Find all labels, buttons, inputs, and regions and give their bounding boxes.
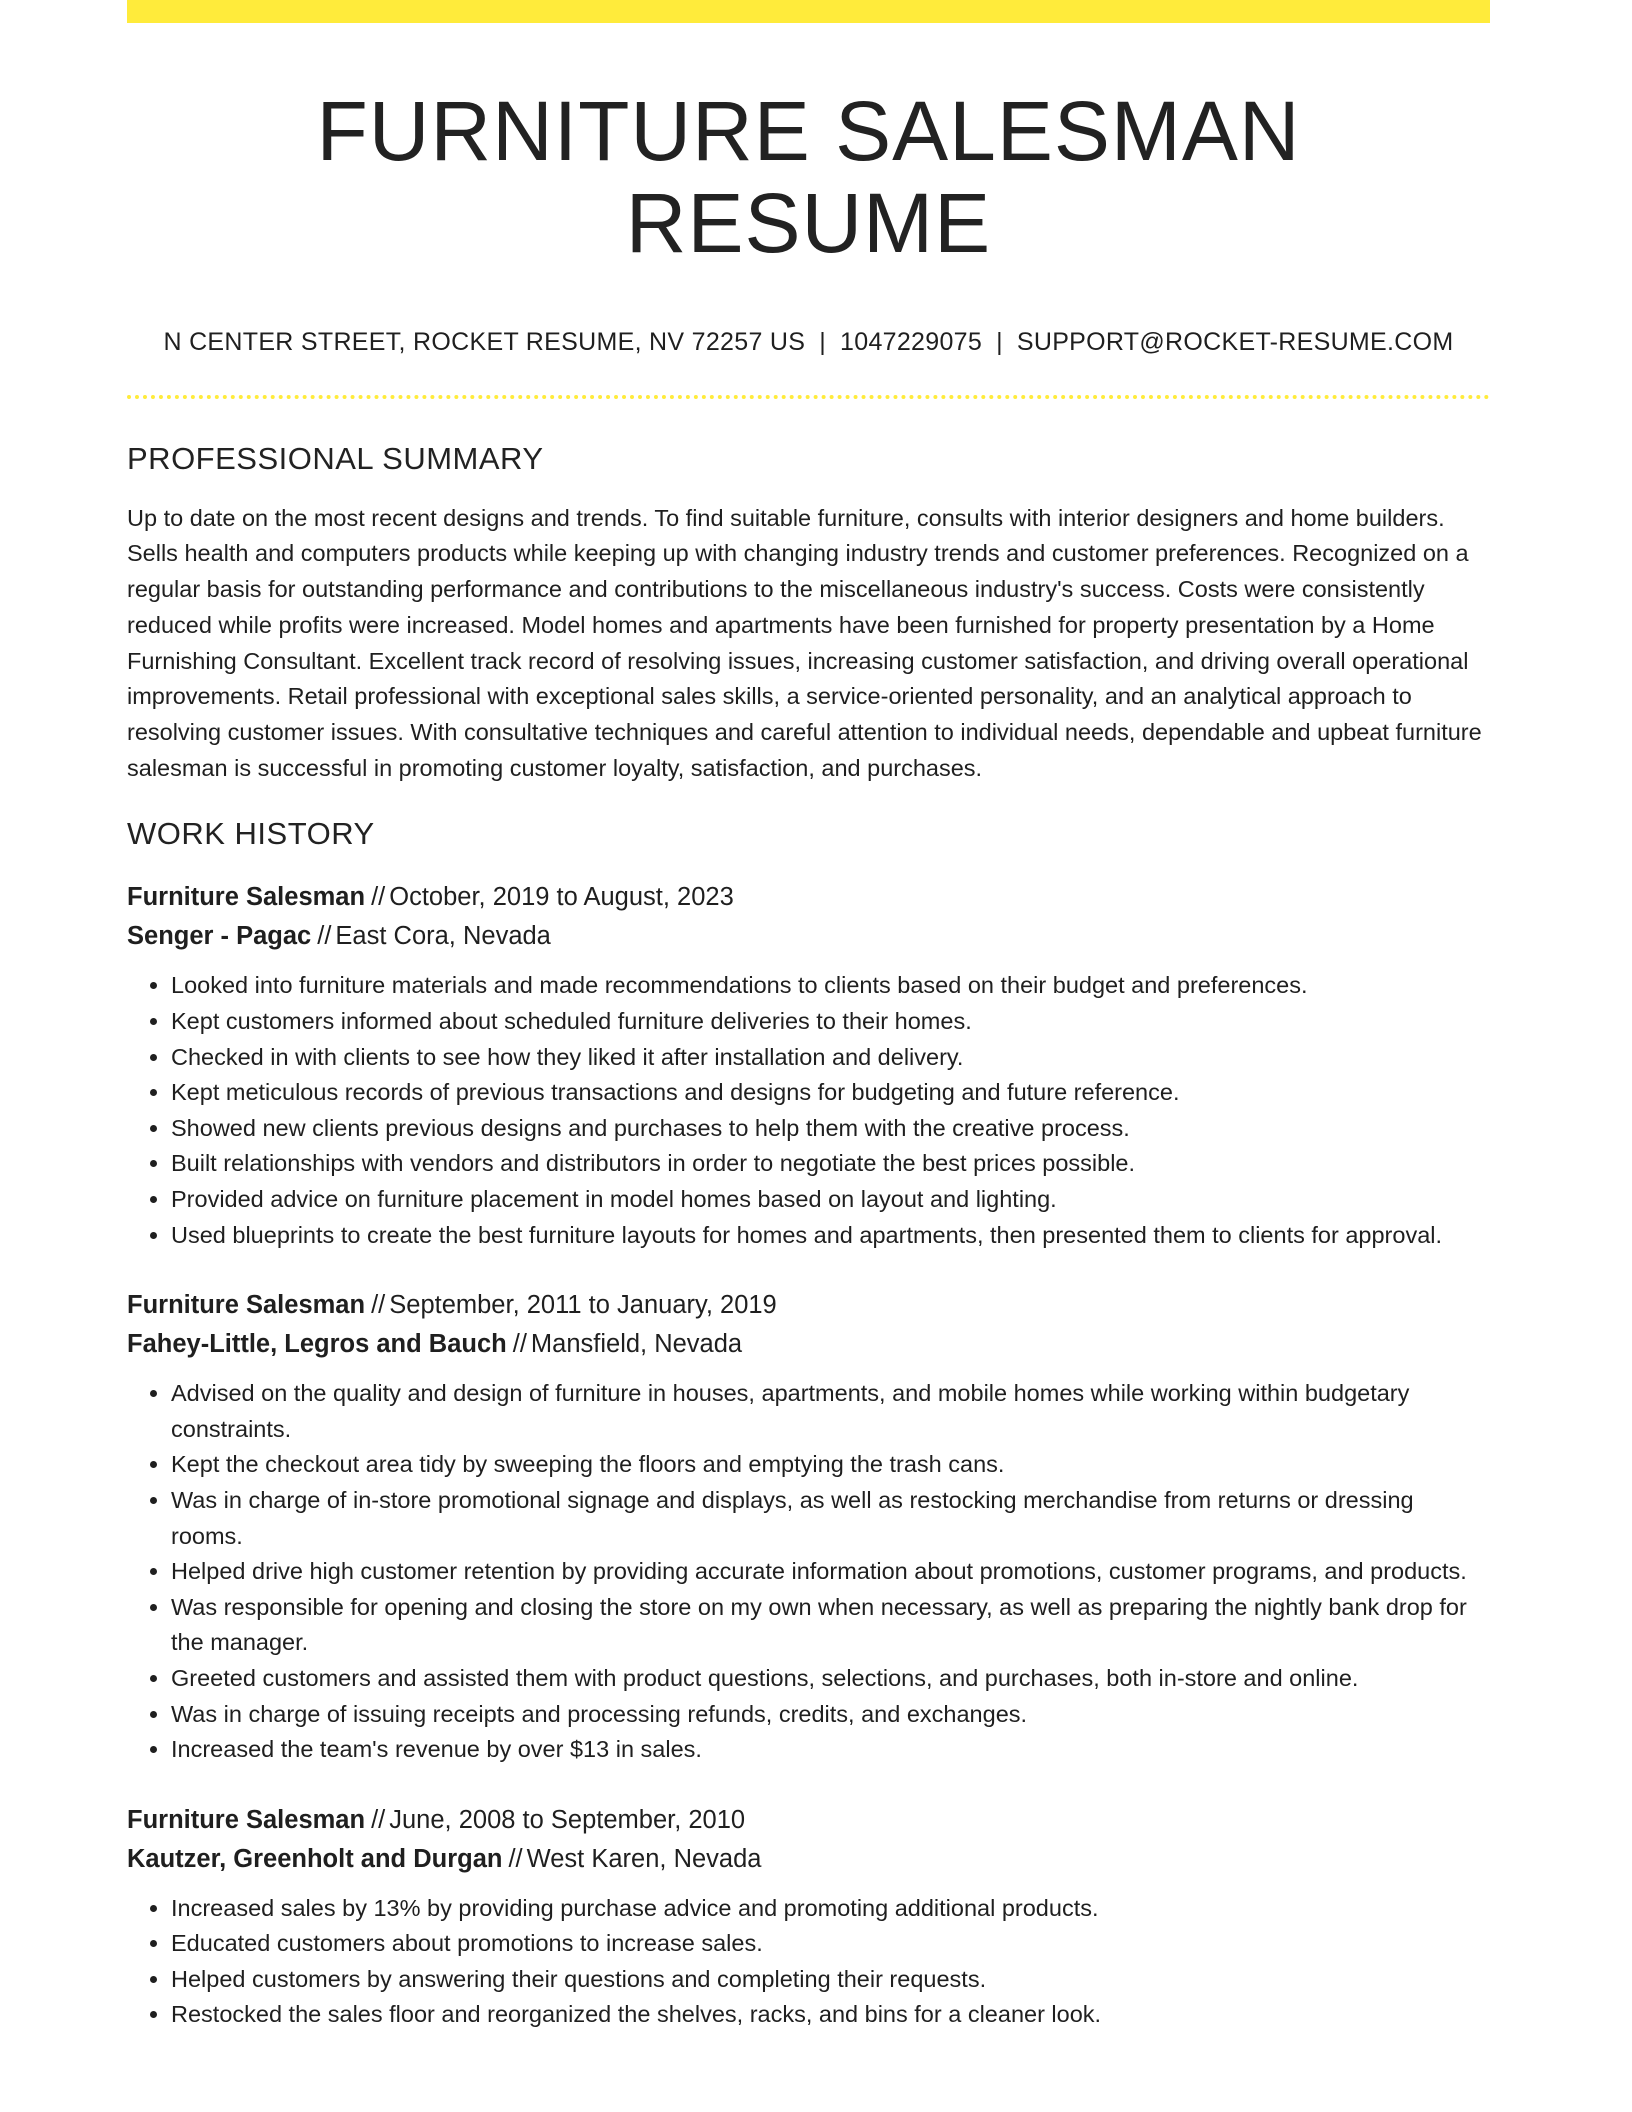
job-title: Furniture Salesman [127, 883, 366, 912]
job-bullet: • Kept meticulous records of previous transactions and designs for budgeting and future reference. [171, 1075, 1490, 1111]
summary-text: Up to date on the most recent designs and trends. To find suitable furniture, consults with interior designers and home builders. Sells health and computers products while keeping up with changing industry trends and customer preferences. Recognized on a regular basis for outstanding performance and contributions to the miscellaneous industry's success. Costs were consistently reduced while profits were increased. Model homes and apartments have been furnished for property presentation by a Home Furnishing Consultant. Excellent track record of resolving issues, increasing customer satisfaction, and driving overall operational improvements. Retail professional with exceptional sales skills, a service-oriented personality, and an analytical approach to resolving customer issues. With consultative techniques and careful attention to individual needs, dependable and upbeat furniture salesman is successful in promoting customer loyalty, satisfaction, and purchases. [127, 504, 1482, 781]
job-location: West Karen, Nevada [526, 1844, 762, 1873]
contact-address: N CENTER STREET, ROCKET RESUME, NV 72257 US [163, 327, 806, 356]
job-bullet: • Used blueprints to create the best furniture layouts for homes and apartments, then presented them to clients for approval. [171, 1218, 1490, 1254]
job-title: Furniture Salesman [127, 1805, 366, 1834]
job-entry-3 [127, 1801, 1490, 2033]
job-bullet: • Restocked the sales floor and reorganized the shelves, racks, and bins for a cleaner look. [171, 1997, 1490, 2033]
separator: // [512, 1330, 527, 1359]
job-bullet: • Advised on the quality and design of furniture in houses, apartments, and mobile homes while working within budgetary constraints. [171, 1376, 1490, 1447]
accent-top-bar [127, 0, 1490, 23]
separator: // [508, 1844, 523, 1873]
summary-heading: PROFESSIONAL SUMMARY [127, 440, 544, 476]
contact-email: SUPPORT@ROCKET-RESUME.COM [1016, 327, 1454, 356]
job-bullet: • Was responsible for opening and closing the store on my own when necessary, as well as preparing the nightly bank drop for the manager. [171, 1590, 1490, 1661]
job-dates: June, 2008 to September, 2010 [389, 1805, 746, 1834]
contact-separator: | [819, 327, 827, 356]
job-company: Senger - Pagac [127, 922, 312, 951]
job-bullet: • Built relationships with vendors and distributors in order to negotiate the best prices possible. [171, 1146, 1490, 1182]
contact-line [127, 328, 1490, 357]
job-bullet: • Greeted customers and assisted them with product questions, selections, and purchases, both in-store and online. [171, 1661, 1490, 1697]
job-title-line [127, 1801, 1490, 1840]
job-bullet: • Showed new clients previous designs and purchases to help them with the creative process. [171, 1111, 1490, 1147]
dotted-divider [127, 395, 1490, 399]
contact-phone: 1047229075 [840, 327, 983, 356]
job-bullet: • Increased the team's revenue by over $13 in sales. [171, 1732, 1490, 1768]
job-bullet: • Was in charge of issuing receipts and processing refunds, credits, and exchanges. [171, 1697, 1490, 1733]
resume-page [127, 0, 1490, 2033]
job-bullet-list [127, 1891, 1490, 2033]
job-bullet: • Helped drive high customer retention by providing accurate information about promotions, customer programs, and products. [171, 1554, 1490, 1590]
job-location: East Cora, Nevada [335, 922, 551, 951]
separator: // [371, 1805, 386, 1834]
job-company: Fahey-Little, Legros and Bauch [127, 1330, 507, 1359]
job-bullet: • Was in charge of in-store promotional signage and displays, as well as restocking merchandise from returns or dressing rooms. [171, 1483, 1490, 1554]
job-entry-2 [127, 1286, 1490, 1768]
job-company-line [127, 917, 1490, 956]
job-bullet: • Checked in with clients to see how they liked it after installation and delivery. [171, 1040, 1490, 1076]
resume-title: FURNITURE SALESMAN RESUME [316, 84, 1301, 271]
job-company-line [127, 1325, 1490, 1364]
job-bullet-list [127, 968, 1490, 1253]
job-bullet: • Educated customers about promotions to increase sales. [171, 1926, 1490, 1962]
job-location: Mansfield, Nevada [530, 1330, 743, 1359]
job-bullet: • Provided advice on furniture placement in model homes based on layout and lighting. [171, 1182, 1490, 1218]
job-company: Kautzer, Greenholt and Durgan [127, 1844, 503, 1873]
contact-separator: | [996, 327, 1003, 356]
separator: // [371, 883, 386, 912]
job-company-line [127, 1840, 1490, 1879]
job-bullet: • Increased sales by 13% by providing purchase advice and promoting additional products. [171, 1891, 1490, 1927]
job-title-line [127, 878, 1490, 917]
work-history-heading: WORK HISTORY [127, 816, 375, 852]
job-dates: September, 2011 to January, 2019 [389, 1291, 777, 1320]
job-bullet: • Looked into furniture materials and made recommendations to clients based on their budget and preferences. [171, 968, 1490, 1004]
job-bullet: • Kept the checkout area tidy by sweeping the floors and emptying the trash cans. [171, 1447, 1490, 1483]
job-title-line [127, 1286, 1490, 1325]
separator: // [317, 922, 332, 951]
job-dates: October, 2019 to August, 2023 [389, 883, 734, 912]
job-bullet: • Kept customers informed about scheduled furniture deliveries to their homes. [171, 1004, 1490, 1040]
job-bullet-list [127, 1376, 1490, 1768]
job-entry-1 [127, 878, 1490, 1253]
job-bullet: • Helped customers by answering their questions and completing their requests. [171, 1962, 1490, 1998]
separator: // [371, 1291, 386, 1320]
job-title: Furniture Salesman [127, 1291, 366, 1320]
